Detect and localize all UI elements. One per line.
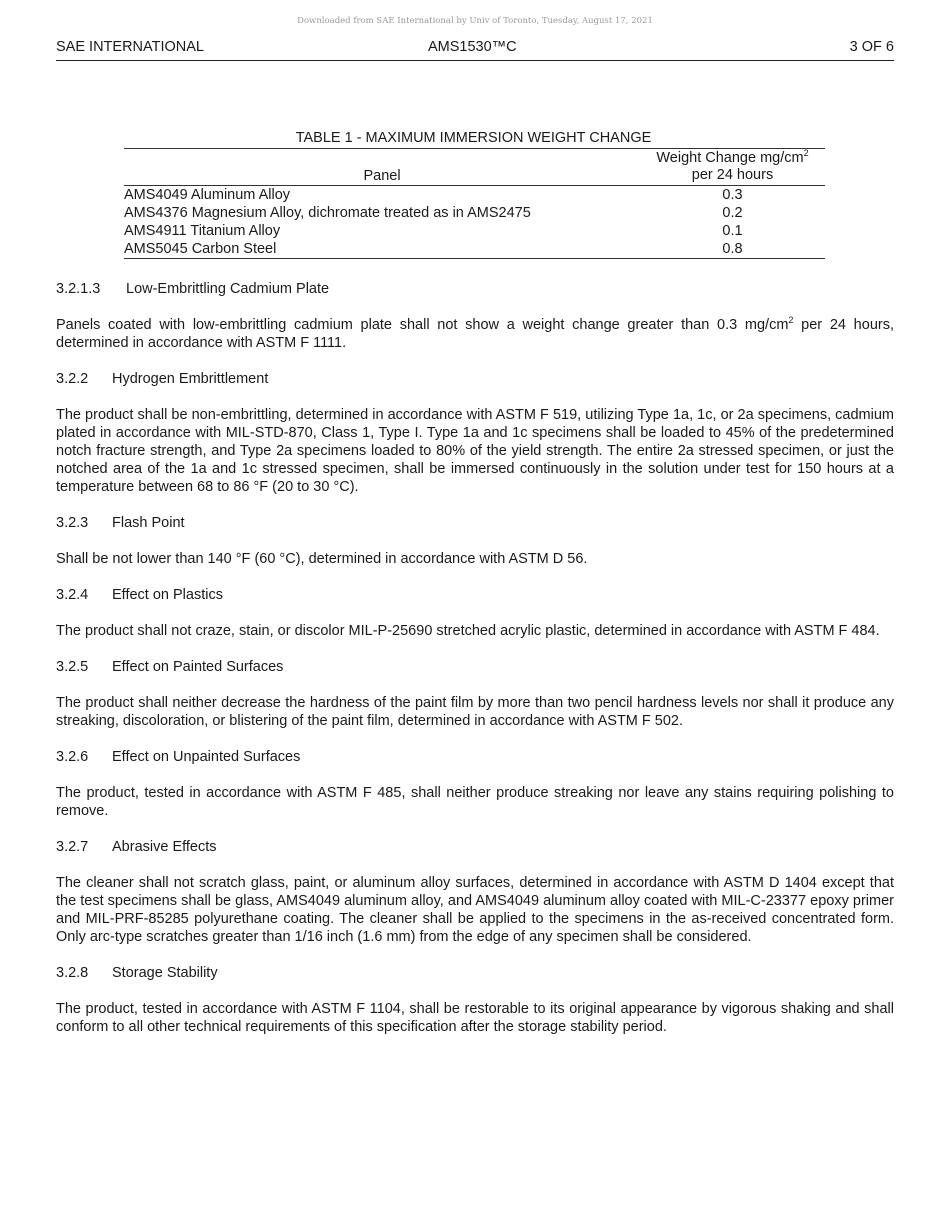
section-heading-324 — [56, 586, 894, 604]
table-cell-value: 0.2 — [722, 205, 743, 221]
table-cell-value: 0.8 — [722, 241, 743, 257]
superscript: 2 — [788, 315, 794, 325]
header-page-number: 3 OF 6 — [849, 39, 894, 55]
document-body — [56, 280, 894, 1054]
section-title: Effect on Plastics — [112, 587, 223, 603]
section-heading-322 — [56, 370, 894, 388]
table-cell-panel: AMS5045 Carbon Steel — [124, 241, 277, 257]
section-body-323: Shall be not lower than 140 °F (60 °C), determined in accordance with ASTM D 56. — [56, 551, 588, 567]
column-header-panel: Panel — [363, 168, 401, 184]
section-number: 3.2.8 — [56, 965, 89, 981]
section-title: Hydrogen Embrittlement — [112, 371, 269, 387]
section-number: 3.2.1.3 — [56, 281, 101, 297]
section-number: 3.2.3 — [56, 515, 89, 531]
section-heading-328 — [56, 964, 894, 982]
table-1 — [124, 128, 825, 259]
header-organization: SAE INTERNATIONAL — [56, 39, 204, 55]
table-title: TABLE 1 - MAXIMUM IMMERSION WEIGHT CHANGE — [295, 130, 652, 146]
section-body-322: The product shall be non-embrittling, determined in accordance with ASTM F 519, utilizing Type 1a, 1c, or 2a specimens, cadmium plated in accordance with MIL-STD-870, Class 1, Type I. Type 1a and 1c specimens shall be loaded to 45% of the predetermined notch fracture strength, and Type 2a specimens loaded to 80% of the yield strength. The entire 2a stressed specimen, or just the notched area of the 1a and 1c stressed specimen, shall be immersed continuously in the solution under test for 150 hours at a temperature between 68 to 86 °F (20 to 30 °C). — [56, 407, 894, 495]
section-body-327: The cleaner shall not scratch glass, paint, or aluminum alloy surfaces, determined in accordance with ASTM D 1404 except that the test specimens shall be glass, AMS4049 aluminum alloy, and AMS4049 aluminum alloy coated with MIL-C-23377 epoxy primer and MIL-PRF-85285 polyurethane coating. The cleaner shall be applied to the specimens in the as-received concentrated form. Only arc-type scratches greater than 1/16 inch (1.6 mm) from the edge of any specimen shall be considered. — [56, 875, 894, 945]
table-cell-value: 0.1 — [722, 223, 743, 239]
section-number: 3.2.6 — [56, 749, 89, 765]
section-body-text: per 24 hours, determined in accordance with ASTM F 1111. — [56, 317, 894, 351]
table-header — [124, 149, 825, 186]
section-number: 3.2.2 — [56, 371, 89, 387]
section-body-324: The product shall not craze, stain, or discolor MIL-P-25690 stretched acrylic plastic, determined in accordance with ASTM F 484. — [56, 623, 880, 639]
column-header-weight-sup: 2 — [803, 148, 809, 158]
section-body-325: The product shall neither decrease the hardness of the paint film by more than two pencil hardness levels nor shall it produce any streaking, discoloration, or blistering of the paint film, determined in accordance with ASTM F 502. — [56, 695, 894, 729]
section-number: 3.2.7 — [56, 839, 89, 855]
section-number: 3.2.5 — [56, 659, 89, 675]
table-cell-value: 0.3 — [722, 187, 743, 203]
section-heading-3213 — [56, 280, 894, 298]
table-row — [124, 204, 825, 222]
table-row — [124, 186, 825, 204]
section-heading-325 — [56, 658, 894, 676]
download-banner: Downloaded from SAE International by Univ of Toronto, Tuesday, August 17, 2021 — [297, 16, 653, 26]
table-bottom-rule — [124, 258, 825, 259]
table-row — [124, 222, 825, 240]
section-title: Low-Embrittling Cadmium Plate — [126, 281, 330, 297]
section-heading-323 — [56, 514, 894, 532]
table-cell-panel: AMS4049 Aluminum Alloy — [124, 187, 291, 203]
column-header-weight-change — [640, 150, 825, 184]
section-number: 3.2.4 — [56, 587, 89, 603]
section-heading-326 — [56, 748, 894, 766]
table-row — [124, 240, 825, 258]
section-body-326: The product, tested in accordance with ASTM F 485, shall neither produce streaking nor leave any stains requiring polishing to remove. — [56, 785, 894, 819]
page-header — [56, 39, 894, 61]
table-cell-panel: AMS4911 Titanium Alloy — [124, 223, 281, 239]
section-title: Flash Point — [112, 515, 185, 531]
section-body-328: The product, tested in accordance with ASTM F 1104, shall be restorable to its original appearance by vigorous shaking and shall conform to all other technical requirements of this specification after the storage stability period. — [56, 1001, 894, 1035]
header-document-id: AMS1530™C — [428, 39, 517, 55]
section-body-text: Panels coated with low-embrittling cadmium plate shall not show a weight change greater than 0.3 mg/cm — [56, 317, 789, 333]
column-header-weight-line2: per 24 hours — [691, 167, 774, 183]
column-header-weight-line1: Weight Change mg/cm — [656, 150, 804, 166]
section-title: Effect on Painted Surfaces — [112, 659, 284, 675]
section-title: Abrasive Effects — [112, 839, 217, 855]
table-cell-panel: AMS4376 Magnesium Alloy, dichromate treated as in AMS2475 — [124, 205, 531, 221]
section-body-3213 — [56, 316, 894, 352]
section-heading-327 — [56, 838, 894, 856]
section-title: Storage Stability — [112, 965, 218, 981]
section-title: Effect on Unpainted Surfaces — [112, 749, 301, 765]
